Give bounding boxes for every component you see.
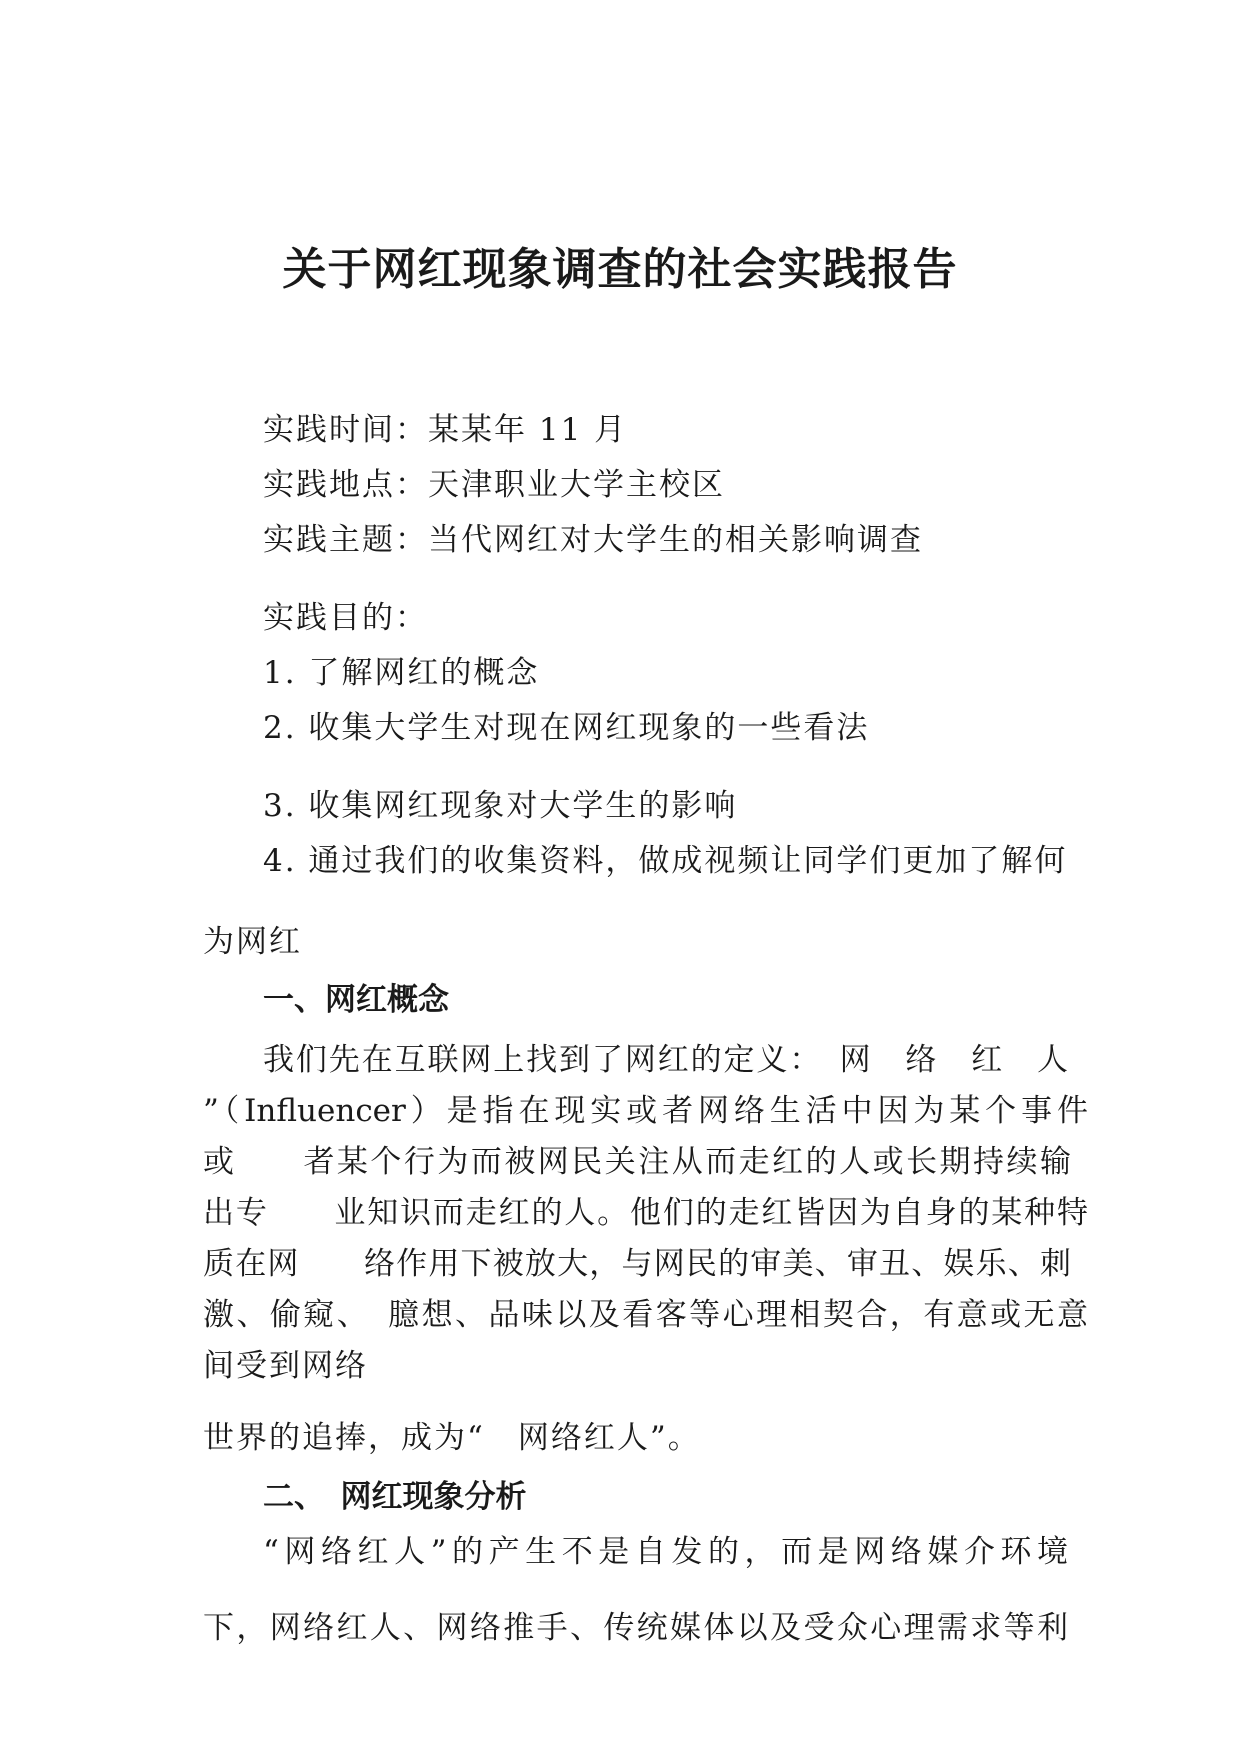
section-1-line-2: ”（Influencer）是指在现实或者网络生活中因为某个事件 (203, 1093, 1088, 1129)
meta-location: 实践地点：天津职业大学主校区 (263, 467, 725, 503)
section-1-line-1: 我们先在互联网上找到了网红的定义： 网 络 红 人 (263, 1042, 1068, 1078)
document-title: 关于网红现象调查的社会实践报告 (282, 244, 958, 295)
purpose-item-1: 1. 了解网红的概念 (263, 655, 540, 691)
purpose-item-4: 4. 通过我们的收集资料，做成视频让同学们更加了解何 (263, 843, 1068, 879)
section-1-line-5: 质在网 络作用下被放大，与网民的审美、审丑、娱乐、刺 (203, 1246, 1071, 1282)
meta-time: 实践时间：某某年 11 月 (263, 412, 628, 448)
section-2-heading: 二、 网红现象分析 (263, 1479, 527, 1515)
section-1-line-4: 出专 业知识而走红的人。他们的走红皆因为自身的某种特 (203, 1195, 1088, 1231)
section-1-line-8: 世界的追捧，成为“ 网络红人”。 (203, 1420, 701, 1456)
purpose-item-4-continued: 为网红 (203, 924, 302, 960)
section-1-line-7: 间受到网络 (203, 1348, 368, 1384)
section-2-line-2: 下，网络红人、网络推手、传统媒体以及受众心理需求等利 (203, 1610, 1068, 1646)
purpose-item-3: 3. 收集网红现象对大学生的影响 (263, 788, 738, 824)
meta-theme: 实践主题：当代网红对大学生的相关影响调查 (263, 522, 923, 558)
purpose-label: 实践目的： (263, 600, 428, 636)
section-1-line-3: 或 者某个行为而被网民关注从而走红的人或长期持续输 (203, 1144, 1071, 1180)
section-1-line-6: 激、偷窥、 臆想、品味以及看客等心理相契合，有意或无意 (203, 1297, 1088, 1333)
section-1-heading: 一、网红概念 (263, 982, 449, 1018)
section-2-line-1: “网络红人”的产生不是自发的，而是网络媒介环境 (263, 1534, 1068, 1570)
purpose-item-2: 2. 收集大学生对现在网红现象的一些看法 (263, 710, 870, 746)
